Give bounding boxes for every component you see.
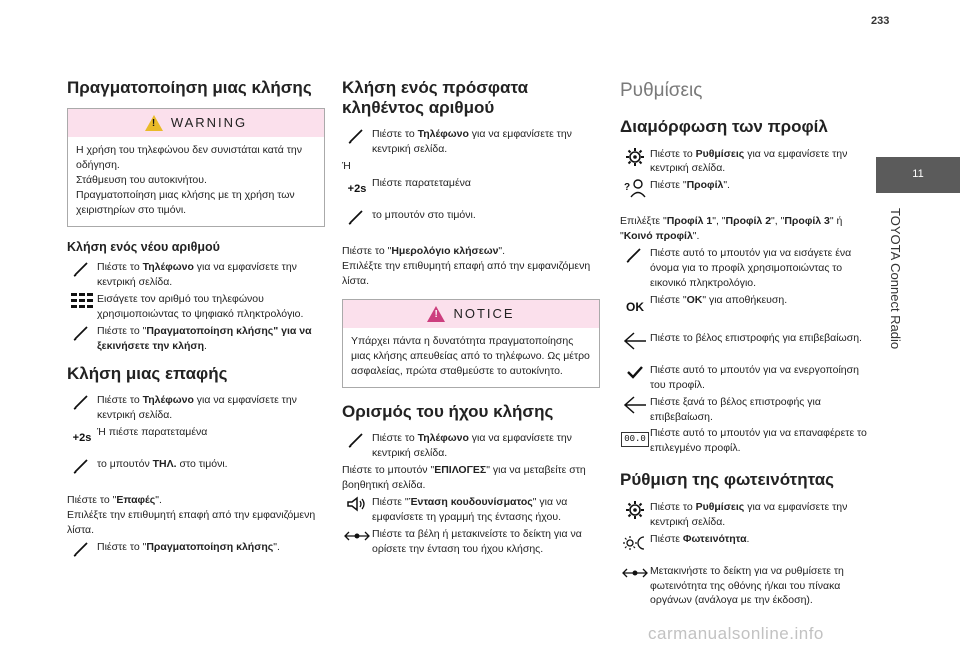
gear-icon: [620, 500, 650, 524]
step-row: ? Πιέστε "Προφίλ".: [620, 178, 875, 202]
notice-text: Υπάρχει πάντα η δυνατότητα πραγματοποίησης μιας κλήσης απευθείας από το τηλέφωνο. Ως μέτρο ασφαλείας, πρώτα σταθμεύστε το αυτοκίνητο.: [351, 334, 590, 377]
step-row: Πιέστε το Τηλέφωνο για να εμφανίσετε την κεντρική σελίδα.: [342, 127, 600, 157]
paragraph: Πιέστε το "Επαφές".: [67, 494, 162, 507]
hold-2s-icon: +2s: [347, 182, 367, 195]
or-label: Ή: [342, 159, 351, 172]
pencil-icon: [67, 260, 97, 284]
reset-icon: 00.0: [621, 432, 649, 447]
ok-icon: OK: [626, 299, 644, 314]
warning-label: WARNING: [170, 114, 248, 130]
heading-new-number: Κλήση ενός νέου αριθμού: [67, 239, 220, 254]
section-title-make-call: Πραγματοποίηση μιας κλήσης: [67, 78, 312, 97]
heading-ringtone: Ορισμός του ήχου κλήσης: [342, 401, 554, 421]
notice-label: NOTICE: [453, 305, 515, 321]
paragraph: Επιλέξτε την επιθυμητή επαφή από την εμφανιζόμενη λίστα.: [342, 259, 591, 287]
section-title-recent-call: Κλήση ενός πρόσφατα κληθέντος αριθμού: [342, 78, 529, 117]
warning-triangle-icon: [145, 115, 163, 131]
step-row: Πιέστε το Ρυθμίσεις για να εμφανίσετε την κεντρική σελίδα.: [620, 147, 875, 177]
svg-text:?: ?: [624, 182, 631, 194]
step-row: Πιέστε τα βέλη ή μετακινείστε το δείκτη για να ορίσετε την ένταση του ήχου κλήσης.: [342, 527, 600, 557]
warning-line: Στάθμευση του αυτοκινήτου.: [76, 173, 207, 186]
step-row: Πιέστε το "Πραγματοποίηση κλήσης".: [67, 540, 325, 564]
pencil-icon: [67, 393, 97, 417]
heading-profiles: Διαμόρφωση των προφίλ: [620, 116, 828, 136]
notice-box: [342, 299, 600, 388]
step-row: Εισάγετε τον αριθμό του τηλεφώνου χρησιμοποιώντας το ψηφιακό πληκτρολόγιο.: [67, 292, 325, 322]
checkmark-icon: [620, 363, 650, 387]
step-row: Πιέστε το Τηλέφωνο για να εμφανίσετε την κεντρική σελίδα.: [67, 393, 325, 423]
pencil-icon: [342, 208, 372, 232]
step-row: Πιέστε το "Πραγματοποίηση κλήσης" για να ξεκινήσετε την κλήση.: [67, 324, 325, 354]
pencil-icon: [67, 540, 97, 564]
column-recent-call: [342, 78, 600, 559]
step-row: Πιέστε αυτό το μπουτόν για να ενεργοποίηση του προφίλ.: [620, 363, 875, 393]
slider-arrows-icon: [620, 564, 650, 588]
volume-icon: [342, 495, 372, 519]
step-row: 00.0 Πιέστε αυτό το μπουτόν για να επαναφέρετε το επιλεγμένο προφίλ.: [620, 426, 875, 456]
step-row: Πιέστε το Ρυθμίσεις για να εμφανίσετε την κεντρική σελίδα.: [620, 500, 875, 530]
paragraph: Επιλέξτε "Προφίλ 1", "Προφίλ 2", "Προφίλ 3" ή "Κοινό προφίλ".: [620, 215, 843, 243]
pencil-icon: [67, 324, 97, 348]
keypad-icon: [67, 292, 97, 316]
back-arrow-icon: [620, 395, 650, 419]
step-row: OK Πιέστε "OK" για αποθήκευση.: [620, 293, 875, 323]
brightness-icon: [620, 532, 650, 556]
paragraph: Επιλέξτε την επιθυμητή επαφή από την εμφανιζόμενη λίστα.: [67, 508, 316, 536]
column-make-call: [67, 78, 325, 566]
pencil-icon: [620, 246, 650, 270]
hold-2s-icon: +2s: [72, 432, 92, 445]
heading-brightness: Ρύθμιση της φωτεινότητας: [620, 470, 834, 490]
step-row: Πιέστε Φωτεινότητα.: [620, 532, 875, 556]
step-row: Πιέστε ξανά το βέλος επιστροφής για επιβεβαίωση.: [620, 395, 875, 425]
step-row: Πιέστε το βέλος επιστροφής για επιβεβαίωση.: [620, 331, 875, 355]
pencil-icon: [67, 457, 97, 481]
pencil-icon: [342, 431, 372, 455]
step-row: Πιέστε το Τηλέφωνο για να εμφανίσετε την κεντρική σελίδα.: [67, 260, 325, 290]
watermark: carmanualsonline.info: [648, 624, 824, 643]
step-row: +2s Ή πιέστε παρατεταμένα: [67, 425, 325, 455]
warning-line: Πραγματοποίηση μιας κλήσης με τη χρήση των χειριστηρίων στο τιμόνι.: [76, 188, 295, 216]
chapter-title: TOYOTA Connect Radio: [888, 208, 903, 350]
step-row: Πιέστε αυτό το μπουτόν για να εισάγετε ένα όνομα για το προφίλ χρησιμοποιώντας το εικονικό πληκτρολόγιο.: [620, 246, 875, 291]
gear-icon: [620, 147, 650, 171]
column-settings: [620, 78, 875, 610]
heading-call-contact: Κλήση μιας επαφής: [67, 363, 228, 383]
step-row: Πιέστε "Ένταση κουδουνίσματος" για να εμφανίσετε τη γραμμή της έντασης ήχου.: [342, 495, 600, 525]
step-row: +2s Πιέστε παρατεταμένα: [342, 176, 600, 206]
step-row: Πιέστε το Τηλέφωνο για να εμφανίσετε την κεντρική σελίδα.: [342, 431, 600, 461]
slider-arrows-icon: [342, 527, 372, 551]
profile-icon: [620, 178, 650, 202]
notice-triangle-icon: [427, 306, 445, 322]
back-arrow-icon: [620, 331, 650, 355]
paragraph: Πιέστε το μπουτόν "ΕΠΙΛΟΓΕΣ" για να μεταβείτε στη βοηθητική σελίδα.: [342, 464, 586, 491]
step-row: Μετακινήστε το δείκτη για να ρυθμίσετε τη φωτεινότητα της οθόνης ή/και του πίνακα οργάνων (ανάλογα με την έκδοση).: [620, 564, 875, 609]
warning-line: Η χρήση του τηλεφώνου δεν συνιστάται κατά την οδήγηση.: [76, 144, 303, 171]
warning-box: [67, 108, 325, 227]
pencil-icon: [342, 127, 372, 151]
page-number: 233: [871, 15, 890, 27]
paragraph: Πιέστε το "Ημερολόγιο κλήσεων".: [342, 244, 506, 257]
step-row: το μπουτόν στο τιμόνι.: [342, 208, 600, 232]
section-title-settings: Ρυθμίσεις: [620, 80, 703, 101]
step-row: το μπουτόν ΤΗΛ. στο τιμόνι.: [67, 457, 325, 481]
chapter-tab: 11: [876, 157, 960, 193]
